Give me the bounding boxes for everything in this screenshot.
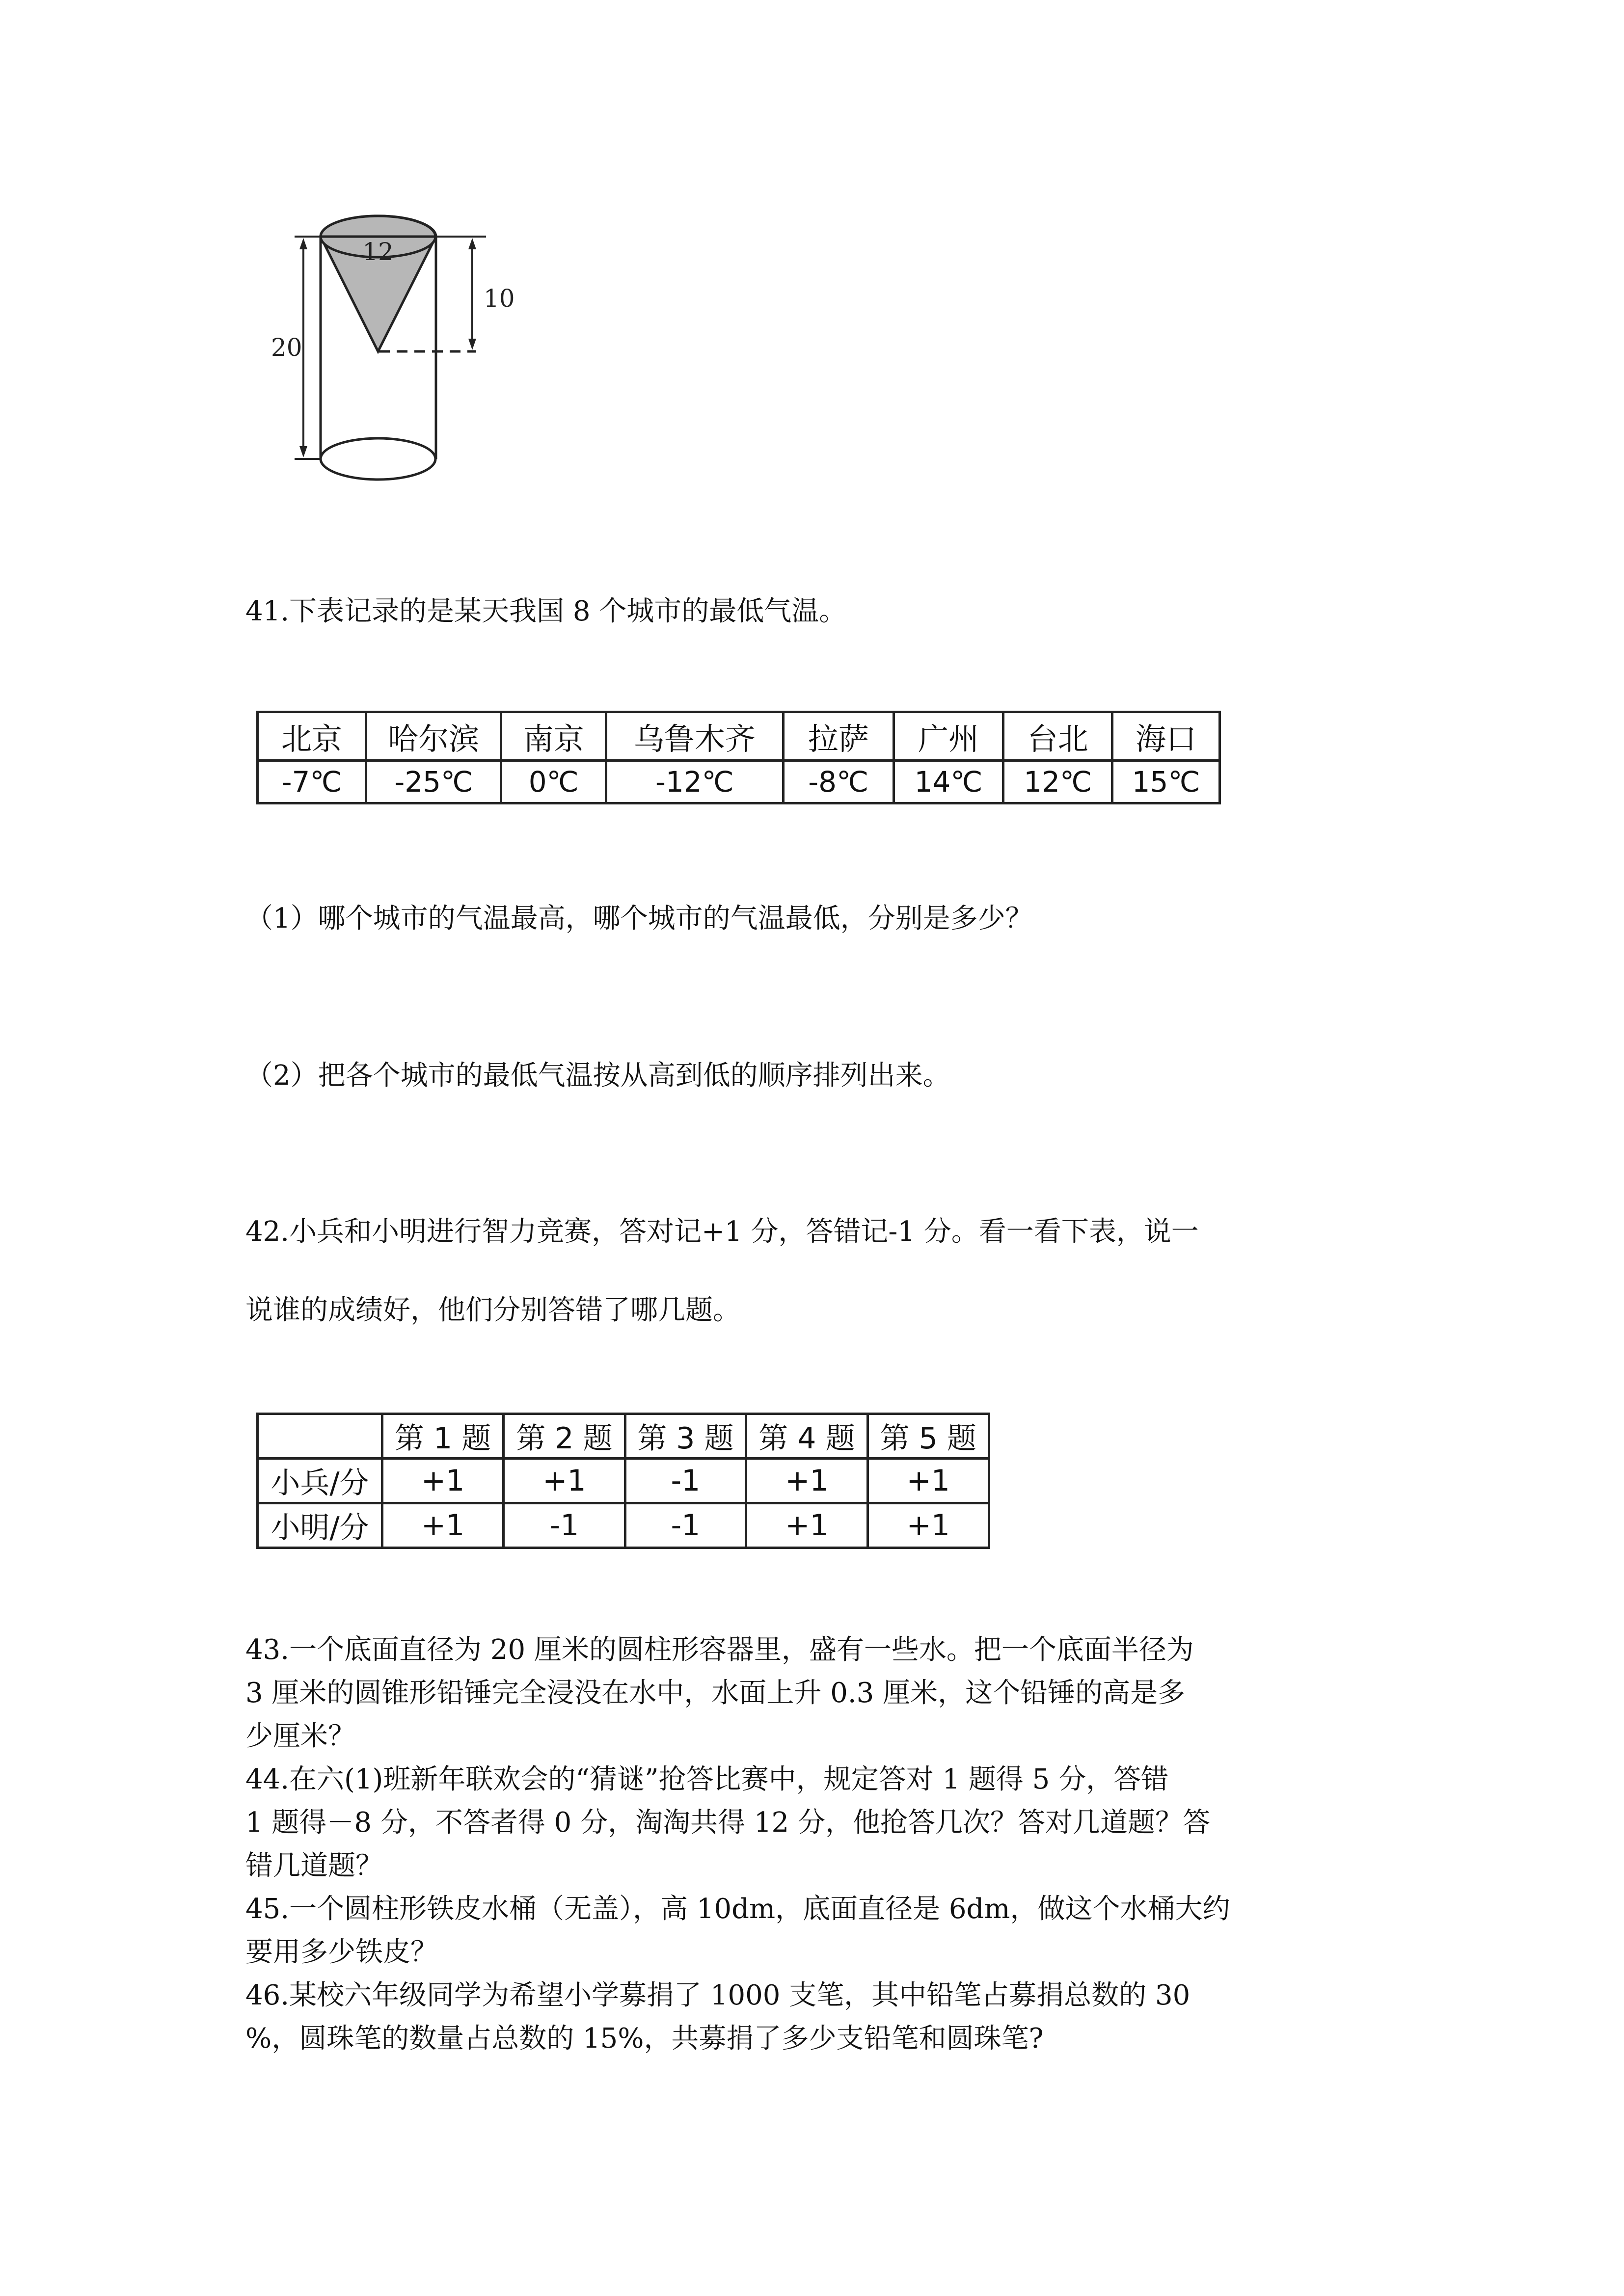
quiz-score-table	[256, 1413, 990, 1549]
city-cell: 北京	[258, 712, 366, 761]
q43-line-3: 少厘米？	[245, 1720, 355, 1752]
label-12: 12	[362, 238, 394, 266]
q43-line-1: 43.一个底面直径为 20 厘米的圆柱形容器里，盛有一些水。把一个底面半径为	[245, 1634, 1194, 1666]
score-cell: +1	[746, 1503, 867, 1548]
score-row-xiaobing	[258, 1459, 989, 1503]
city-temperature-table	[256, 711, 1221, 804]
label-20: 20	[271, 333, 302, 362]
row-name: 小兵/分	[258, 1459, 382, 1503]
temp-cell: -25℃	[366, 761, 501, 803]
question-header: 第 5 题	[867, 1414, 989, 1459]
q41-subquestion-1: （1）哪个城市的气温最高，哪个城市的气温最低，分别是多少？	[245, 903, 1033, 934]
score-row-xiaoming	[258, 1503, 989, 1548]
q44-line-1: 44.在六(1)班新年联欢会的“猜谜”抢答比赛中，规定答对 1 题得 5 分，答错	[245, 1763, 1169, 1795]
q43-line-2: 3 厘米的圆锥形铅锤完全浸没在水中，水面上升 0.3 厘米，这个铅锤的高是多	[245, 1677, 1186, 1709]
row-name: 小明/分	[258, 1503, 382, 1548]
score-cell: +1	[382, 1459, 503, 1503]
label-10: 10	[484, 284, 515, 313]
empty-corner-cell	[258, 1414, 382, 1459]
question-header: 第 1 题	[382, 1414, 503, 1459]
city-cell: 乌鲁木齐	[606, 712, 783, 761]
temp-cell: -12℃	[606, 761, 783, 803]
city-row	[258, 712, 1220, 761]
temp-cell: 12℃	[1003, 761, 1112, 803]
score-cell: +1	[867, 1503, 989, 1548]
city-cell: 海口	[1112, 712, 1220, 761]
score-cell: -1	[625, 1503, 746, 1548]
city-cell: 台北	[1003, 712, 1112, 761]
cylinder-cone-figure	[271, 196, 550, 491]
cylinder-bottom	[321, 438, 435, 480]
q45-line-2: 要用多少铁皮？	[245, 1936, 438, 1968]
city-cell: 南京	[501, 712, 606, 761]
question-header: 第 2 题	[504, 1414, 625, 1459]
question-header: 第 3 题	[625, 1414, 746, 1459]
score-header-row	[258, 1414, 989, 1459]
score-cell: +1	[746, 1459, 867, 1503]
temp-cell: -8℃	[783, 761, 893, 803]
q42-line-1: 42.小兵和小明进行智力竞赛，答对记+1 分，答错记-1 分。看一看下表，说一	[245, 1216, 1199, 1248]
q41-subquestion-2: （2）把各个城市的最低气温按从高到低的顺序排列出来。	[245, 1060, 950, 1092]
score-cell: +1	[504, 1459, 625, 1503]
city-cell: 拉萨	[783, 712, 893, 761]
q46-line-2: %，圆珠笔的数量占总数的 15%，共募捐了多少支铅笔和圆珠笔?	[245, 2023, 1044, 2055]
temp-cell: 0℃	[501, 761, 606, 803]
temp-cell: -7℃	[258, 761, 366, 803]
question-header: 第 4 题	[746, 1414, 867, 1459]
score-cell: +1	[382, 1503, 503, 1548]
q44-line-3: 错几道题？	[245, 1850, 383, 1882]
q42-line-2: 说谁的成绩好，他们分别答错了哪几题。	[245, 1294, 740, 1326]
q41-text: 41.下表记录的是某天我国 8 个城市的最低气温。	[245, 595, 847, 627]
score-cell: -1	[504, 1503, 625, 1548]
q46-line-1: 46.某校六年级同学为希望小学募捐了 1000 支笔，其中铅笔占募捐总数的 30	[245, 1979, 1191, 2011]
temperature-row	[258, 761, 1220, 803]
temp-cell: 15℃	[1112, 761, 1220, 803]
city-cell: 哈尔滨	[366, 712, 501, 761]
city-cell: 广州	[893, 712, 1003, 761]
q44-line-2: 1 题得－8 分，不答者得 0 分，淘淘共得 12 分，他抢答几次？答对几道题？答	[245, 1807, 1210, 1839]
score-cell: -1	[625, 1459, 746, 1503]
temp-cell: 14℃	[893, 761, 1003, 803]
score-cell: +1	[867, 1459, 989, 1503]
q45-line-1: 45.一个圆柱形铁皮水桶（无盖），高 10dm，底面直径是 6dm，做这个水桶大约	[245, 1893, 1230, 1925]
